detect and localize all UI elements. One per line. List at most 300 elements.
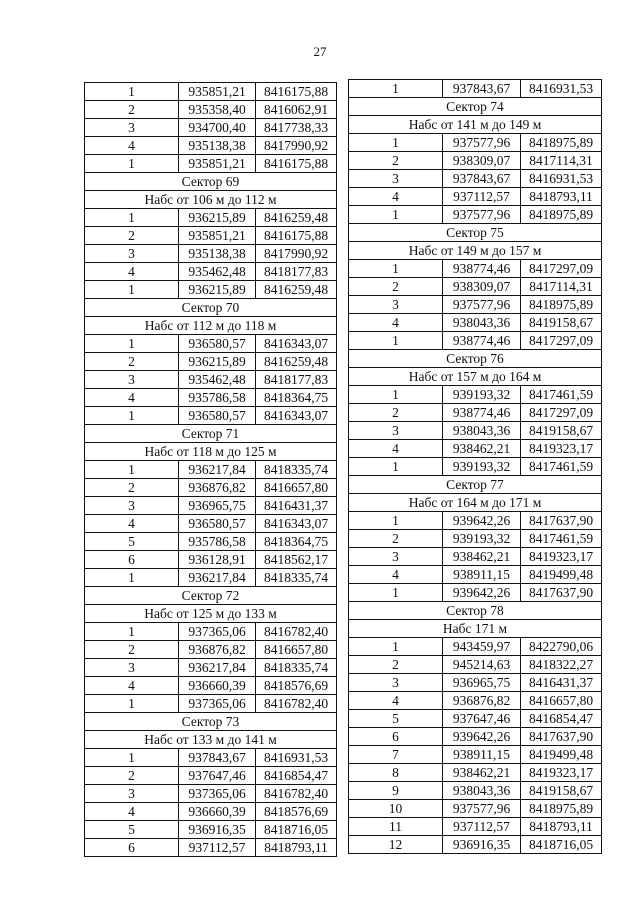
x-coordinate: 937647,46	[179, 767, 256, 785]
x-coordinate: 938043,36	[443, 422, 521, 440]
height-range: Набс от 106 м до 112 м	[85, 191, 337, 209]
x-coordinate: 938462,21	[443, 440, 521, 458]
point-number: 3	[85, 119, 179, 137]
coordinate-row	[85, 281, 337, 299]
y-coordinate: 8417461,59	[521, 386, 602, 404]
height-range-row	[349, 116, 602, 134]
sector-header-row	[349, 98, 602, 116]
point-number: 4	[85, 515, 179, 533]
point-number: 3	[85, 371, 179, 389]
y-coordinate: 8417738,33	[256, 119, 337, 137]
coordinate-row	[349, 278, 602, 296]
x-coordinate: 938911,15	[443, 566, 521, 584]
x-coordinate: 939642,26	[443, 512, 521, 530]
coordinate-row	[85, 209, 337, 227]
x-coordinate: 936215,89	[179, 209, 256, 227]
y-coordinate: 8419158,67	[521, 782, 602, 800]
coordinate-row	[85, 695, 337, 713]
point-number: 4	[85, 263, 179, 281]
coordinate-row	[349, 422, 602, 440]
coordinate-row	[85, 461, 337, 479]
y-coordinate: 8417114,31	[521, 278, 602, 296]
sector-title: Сектор 70	[85, 299, 337, 317]
x-coordinate: 938043,36	[443, 782, 521, 800]
point-number: 1	[85, 695, 179, 713]
coordinate-row	[349, 728, 602, 746]
coordinate-row	[349, 656, 602, 674]
x-coordinate: 937112,57	[179, 839, 256, 857]
point-number: 1	[349, 638, 443, 656]
point-number: 1	[85, 335, 179, 353]
y-coordinate: 8416657,80	[256, 479, 337, 497]
y-coordinate: 8422790,06	[521, 638, 602, 656]
y-coordinate: 8418793,11	[521, 188, 602, 206]
coordinate-row	[349, 638, 602, 656]
sector-title: Сектор 72	[85, 587, 337, 605]
point-number: 2	[349, 404, 443, 422]
x-coordinate: 937365,06	[179, 623, 256, 641]
y-coordinate: 8416431,37	[256, 497, 337, 515]
sector-title: Сектор 71	[85, 425, 337, 443]
x-coordinate: 935851,21	[179, 83, 256, 101]
point-number: 6	[349, 728, 443, 746]
coordinate-row	[85, 785, 337, 803]
coordinate-row	[85, 155, 337, 173]
y-coordinate: 8416854,47	[256, 767, 337, 785]
coordinates-table-left	[84, 82, 337, 857]
point-number: 3	[85, 497, 179, 515]
point-number: 3	[349, 296, 443, 314]
x-coordinate: 938774,46	[443, 332, 521, 350]
y-coordinate: 8416259,48	[256, 281, 337, 299]
height-range: Набс от 141 м до 149 м	[349, 116, 602, 134]
coordinate-row	[85, 353, 337, 371]
height-range: Набс 171 м	[349, 620, 602, 638]
x-coordinate: 938309,07	[443, 278, 521, 296]
sector-header-row	[85, 587, 337, 605]
point-number: 4	[85, 389, 179, 407]
y-coordinate: 8416931,53	[256, 749, 337, 767]
coordinate-row	[85, 497, 337, 515]
coordinate-row	[85, 623, 337, 641]
point-number: 2	[85, 353, 179, 371]
coordinate-row	[85, 641, 337, 659]
point-number: 2	[349, 530, 443, 548]
sector-title: Сектор 73	[85, 713, 337, 731]
page-number: 27	[313, 44, 327, 59]
sector-title: Сектор 75	[349, 224, 602, 242]
coordinate-row	[349, 170, 602, 188]
x-coordinate: 936580,57	[179, 515, 256, 533]
point-number: 4	[349, 188, 443, 206]
y-coordinate: 8418975,89	[521, 134, 602, 152]
height-range-row	[85, 317, 337, 335]
y-coordinate: 8418177,83	[256, 371, 337, 389]
height-range-row	[349, 494, 602, 512]
coordinate-row	[85, 659, 337, 677]
coordinate-row	[349, 710, 602, 728]
y-coordinate: 8418364,75	[256, 389, 337, 407]
x-coordinate: 935138,38	[179, 137, 256, 155]
x-coordinate: 936916,35	[179, 821, 256, 839]
point-number: 2	[85, 101, 179, 119]
coordinate-row	[349, 512, 602, 530]
point-number: 1	[349, 134, 443, 152]
x-coordinate: 935358,40	[179, 101, 256, 119]
sector-header-row	[85, 425, 337, 443]
point-number: 3	[349, 674, 443, 692]
sector-title: Сектор 78	[349, 602, 602, 620]
height-range-row	[349, 242, 602, 260]
point-number: 4	[85, 677, 179, 695]
x-coordinate: 936217,84	[179, 461, 256, 479]
x-coordinate: 937843,67	[179, 749, 256, 767]
point-number: 1	[85, 407, 179, 425]
point-number: 1	[349, 332, 443, 350]
coordinate-row	[349, 332, 602, 350]
point-number: 3	[85, 245, 179, 263]
point-number: 1	[85, 461, 179, 479]
x-coordinate: 936217,84	[179, 569, 256, 587]
point-number: 3	[85, 659, 179, 677]
y-coordinate: 8416062,91	[256, 101, 337, 119]
y-coordinate: 8419158,67	[521, 422, 602, 440]
x-coordinate: 939193,32	[443, 386, 521, 404]
point-number: 1	[85, 281, 179, 299]
y-coordinate: 8417990,92	[256, 137, 337, 155]
coordinate-row	[349, 206, 602, 224]
y-coordinate: 8419499,48	[521, 566, 602, 584]
y-coordinate: 8419158,67	[521, 314, 602, 332]
point-number: 1	[349, 206, 443, 224]
point-number: 2	[349, 656, 443, 674]
y-coordinate: 8418335,74	[256, 659, 337, 677]
coordinate-row	[349, 818, 602, 836]
height-range-row	[85, 443, 337, 461]
point-number: 2	[85, 641, 179, 659]
y-coordinate: 8419499,48	[521, 746, 602, 764]
coordinate-row	[349, 458, 602, 476]
coordinate-row	[85, 749, 337, 767]
y-coordinate: 8417637,90	[521, 728, 602, 746]
x-coordinate: 938774,46	[443, 404, 521, 422]
x-coordinate: 938911,15	[443, 746, 521, 764]
height-range: Набс от 164 м до 171 м	[349, 494, 602, 512]
point-number: 6	[85, 839, 179, 857]
coordinate-row	[85, 569, 337, 587]
coordinate-row	[85, 533, 337, 551]
x-coordinate: 936217,84	[179, 659, 256, 677]
x-coordinate: 936965,75	[179, 497, 256, 515]
y-coordinate: 8416259,48	[256, 353, 337, 371]
coordinate-row	[85, 227, 337, 245]
height-range-row	[349, 368, 602, 386]
x-coordinate: 938462,21	[443, 548, 521, 566]
x-coordinate: 937365,06	[179, 695, 256, 713]
y-coordinate: 8418562,17	[256, 551, 337, 569]
x-coordinate: 939193,32	[443, 530, 521, 548]
x-coordinate: 939193,32	[443, 458, 521, 476]
coordinate-row	[349, 152, 602, 170]
sector-title: Сектор 77	[349, 476, 602, 494]
x-coordinate: 936876,82	[179, 479, 256, 497]
point-number: 10	[349, 800, 443, 818]
y-coordinate: 8416931,53	[521, 80, 602, 98]
y-coordinate: 8416657,80	[256, 641, 337, 659]
point-number: 1	[85, 569, 179, 587]
y-coordinate: 8416343,07	[256, 335, 337, 353]
y-coordinate: 8418716,05	[521, 836, 602, 854]
y-coordinate: 8417297,09	[521, 332, 602, 350]
x-coordinate: 937577,96	[443, 134, 521, 152]
point-number: 1	[349, 458, 443, 476]
x-coordinate: 936660,39	[179, 803, 256, 821]
coordinate-row	[85, 371, 337, 389]
sector-header-row	[349, 476, 602, 494]
point-number: 4	[85, 803, 179, 821]
coordinate-row	[85, 137, 337, 155]
coordinate-row	[85, 245, 337, 263]
x-coordinate: 935786,58	[179, 389, 256, 407]
y-coordinate: 8416782,40	[256, 785, 337, 803]
point-number: 2	[349, 278, 443, 296]
coordinate-row	[349, 836, 602, 854]
point-number: 4	[349, 440, 443, 458]
sector-title: Сектор 74	[349, 98, 602, 116]
x-coordinate: 937112,57	[443, 818, 521, 836]
sector-header-row	[349, 602, 602, 620]
x-coordinate: 937365,06	[179, 785, 256, 803]
x-coordinate: 935138,38	[179, 245, 256, 263]
y-coordinate: 8418975,89	[521, 206, 602, 224]
y-coordinate: 8418576,69	[256, 677, 337, 695]
x-coordinate: 936580,57	[179, 407, 256, 425]
y-coordinate: 8418975,89	[521, 800, 602, 818]
coordinate-row	[349, 530, 602, 548]
coordinate-row	[85, 389, 337, 407]
y-coordinate: 8418975,89	[521, 296, 602, 314]
y-coordinate: 8416175,88	[256, 83, 337, 101]
y-coordinate: 8416259,48	[256, 209, 337, 227]
coordinate-row	[85, 515, 337, 533]
x-coordinate: 936916,35	[443, 836, 521, 854]
height-range-row	[85, 191, 337, 209]
point-number: 1	[349, 386, 443, 404]
y-coordinate: 8418793,11	[521, 818, 602, 836]
point-number: 9	[349, 782, 443, 800]
coordinate-row	[349, 404, 602, 422]
coordinate-row	[349, 548, 602, 566]
sector-header-row	[85, 299, 337, 317]
coordinate-row	[85, 407, 337, 425]
x-coordinate: 936215,89	[179, 353, 256, 371]
coordinate-row	[349, 260, 602, 278]
y-coordinate: 8417990,92	[256, 245, 337, 263]
y-coordinate: 8416343,07	[256, 515, 337, 533]
point-number: 2	[85, 227, 179, 245]
coordinate-row	[85, 839, 337, 857]
x-coordinate: 938462,21	[443, 764, 521, 782]
point-number: 2	[85, 767, 179, 785]
y-coordinate: 8416657,80	[521, 692, 602, 710]
coordinate-row	[85, 335, 337, 353]
point-number: 8	[349, 764, 443, 782]
point-number: 1	[85, 209, 179, 227]
coordinate-row	[349, 314, 602, 332]
x-coordinate: 945214,63	[443, 656, 521, 674]
point-number: 2	[85, 479, 179, 497]
y-coordinate: 8419323,17	[521, 548, 602, 566]
x-coordinate: 937577,96	[443, 800, 521, 818]
coordinate-row	[85, 83, 337, 101]
height-range-row	[85, 731, 337, 749]
y-coordinate: 8417461,59	[521, 458, 602, 476]
y-coordinate: 8418576,69	[256, 803, 337, 821]
coordinate-row	[349, 800, 602, 818]
coordinate-row	[349, 566, 602, 584]
point-number: 1	[85, 749, 179, 767]
point-number: 4	[349, 566, 443, 584]
height-range-row	[349, 620, 602, 638]
y-coordinate: 8416343,07	[256, 407, 337, 425]
height-range: Набс от 125 м до 133 м	[85, 605, 337, 623]
x-coordinate: 937577,96	[443, 296, 521, 314]
coordinate-row	[349, 674, 602, 692]
x-coordinate: 939642,26	[443, 584, 521, 602]
y-coordinate: 8418322,27	[521, 656, 602, 674]
point-number: 7	[349, 746, 443, 764]
x-coordinate: 935786,58	[179, 533, 256, 551]
height-range: Набс от 118 м до 125 м	[85, 443, 337, 461]
coordinate-row	[85, 677, 337, 695]
point-number: 4	[349, 314, 443, 332]
sector-header-row	[349, 350, 602, 368]
point-number: 2	[349, 152, 443, 170]
x-coordinate: 936128,91	[179, 551, 256, 569]
coordinate-row	[85, 263, 337, 281]
y-coordinate: 8416782,40	[256, 695, 337, 713]
point-number: 3	[349, 422, 443, 440]
point-number: 3	[349, 548, 443, 566]
coordinate-row	[85, 101, 337, 119]
coordinate-row	[85, 479, 337, 497]
x-coordinate: 935851,21	[179, 155, 256, 173]
x-coordinate: 936965,75	[443, 674, 521, 692]
y-coordinate: 8419323,17	[521, 440, 602, 458]
point-number: 4	[349, 692, 443, 710]
point-number: 1	[85, 623, 179, 641]
coordinate-row	[85, 821, 337, 839]
y-coordinate: 8416931,53	[521, 170, 602, 188]
coordinate-row	[349, 746, 602, 764]
y-coordinate: 8418177,83	[256, 263, 337, 281]
coordinate-row	[349, 188, 602, 206]
y-coordinate: 8417297,09	[521, 404, 602, 422]
x-coordinate: 938309,07	[443, 152, 521, 170]
x-coordinate: 936876,82	[443, 692, 521, 710]
sector-header-row	[349, 224, 602, 242]
coordinate-row	[85, 119, 337, 137]
sector-title: Сектор 69	[85, 173, 337, 191]
x-coordinate: 937577,96	[443, 206, 521, 224]
x-coordinate: 938043,36	[443, 314, 521, 332]
y-coordinate: 8416175,88	[256, 155, 337, 173]
height-range: Набс от 149 м до 157 м	[349, 242, 602, 260]
coordinate-row	[85, 551, 337, 569]
y-coordinate: 8416175,88	[256, 227, 337, 245]
y-coordinate: 8417461,59	[521, 530, 602, 548]
y-coordinate: 8417297,09	[521, 260, 602, 278]
point-number: 12	[349, 836, 443, 854]
y-coordinate: 8418335,74	[256, 569, 337, 587]
x-coordinate: 937112,57	[443, 188, 521, 206]
coordinate-row	[349, 134, 602, 152]
coordinate-row	[85, 767, 337, 785]
x-coordinate: 936660,39	[179, 677, 256, 695]
point-number: 4	[85, 137, 179, 155]
y-coordinate: 8418716,05	[256, 821, 337, 839]
coordinate-row	[85, 803, 337, 821]
y-coordinate: 8417637,90	[521, 584, 602, 602]
x-coordinate: 935462,48	[179, 371, 256, 389]
y-coordinate: 8417114,31	[521, 152, 602, 170]
sector-header-row	[85, 713, 337, 731]
coordinate-row	[349, 80, 602, 98]
point-number: 1	[349, 260, 443, 278]
point-number: 1	[349, 584, 443, 602]
y-coordinate: 8418335,74	[256, 461, 337, 479]
height-range: Набс от 133 м до 141 м	[85, 731, 337, 749]
point-number: 5	[85, 821, 179, 839]
x-coordinate: 938774,46	[443, 260, 521, 278]
y-coordinate: 8418364,75	[256, 533, 337, 551]
coordinates-table-right	[348, 79, 602, 854]
sector-title: Сектор 76	[349, 350, 602, 368]
point-number: 5	[85, 533, 179, 551]
y-coordinate: 8416431,37	[521, 674, 602, 692]
coordinate-row	[349, 386, 602, 404]
x-coordinate: 937647,46	[443, 710, 521, 728]
coordinate-row	[349, 692, 602, 710]
point-number: 1	[85, 83, 179, 101]
coordinate-row	[349, 440, 602, 458]
coordinate-row	[349, 584, 602, 602]
point-number: 3	[349, 170, 443, 188]
coordinate-row	[349, 782, 602, 800]
x-coordinate: 935851,21	[179, 227, 256, 245]
point-number: 5	[349, 710, 443, 728]
x-coordinate: 943459,97	[443, 638, 521, 656]
point-number: 1	[349, 80, 443, 98]
point-number: 6	[85, 551, 179, 569]
height-range: Набс от 112 м до 118 м	[85, 317, 337, 335]
point-number: 11	[349, 818, 443, 836]
x-coordinate: 939642,26	[443, 728, 521, 746]
x-coordinate: 937843,67	[443, 170, 521, 188]
y-coordinate: 8419323,17	[521, 764, 602, 782]
x-coordinate: 936580,57	[179, 335, 256, 353]
height-range-row	[85, 605, 337, 623]
coordinate-row	[349, 764, 602, 782]
coordinate-row	[349, 296, 602, 314]
y-coordinate: 8417637,90	[521, 512, 602, 530]
x-coordinate: 935462,48	[179, 263, 256, 281]
x-coordinate: 936876,82	[179, 641, 256, 659]
y-coordinate: 8416782,40	[256, 623, 337, 641]
y-coordinate: 8416854,47	[521, 710, 602, 728]
x-coordinate: 937843,67	[443, 80, 521, 98]
point-number: 3	[85, 785, 179, 803]
